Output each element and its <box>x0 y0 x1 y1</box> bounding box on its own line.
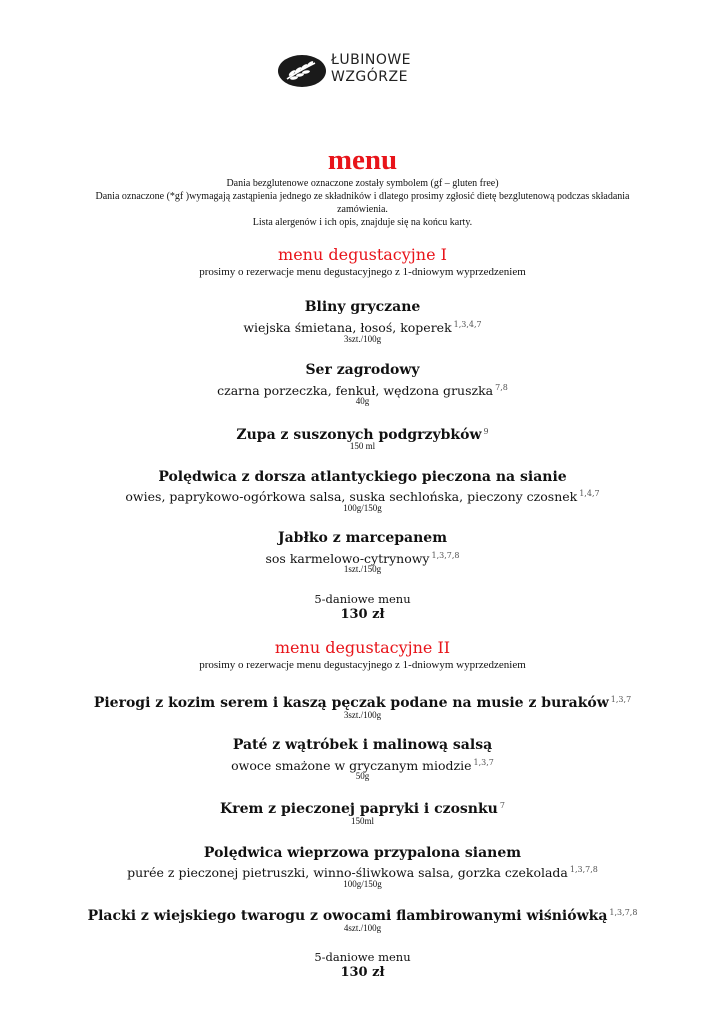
dish-name: Paté z wątróbek i malinową salsą <box>232 737 493 753</box>
section-title: menu degustacyjne II <box>274 638 451 657</box>
allergen-codes: 1,3,7 <box>473 758 494 767</box>
allergen-codes: 1,3,7,8 <box>431 551 460 560</box>
intro-line-4: Lista alergenów i ich opis, znajduje się na końcu karty. <box>252 217 473 228</box>
logo-line-1: ŁUBINOWE <box>331 52 412 68</box>
section-title: menu degustacyjne I <box>278 245 447 264</box>
allergen-codes: 1,3,4,7 <box>453 320 482 329</box>
dish-name: Zupa z suszonych podgrzybków $^9$ <box>236 427 489 443</box>
menu-price: 130 zł <box>340 965 385 980</box>
dish-name: Polędwica z dorsza atlantyckiego pieczona na sianie <box>158 469 567 485</box>
dish-portion: 150ml <box>350 816 374 826</box>
menu-courses-label: 5-daniowe menu <box>314 592 411 606</box>
page-title: menu <box>327 144 398 176</box>
dish-description: sos karmelowo-cytrynowy $^{1,3,7,8}$ <box>265 551 460 566</box>
allergen-codes: 1,3,7,8 <box>569 865 598 874</box>
dish-portion: 100g/150g <box>343 503 382 513</box>
intro-line-3: zamówienia. <box>337 204 388 215</box>
dish-portion: 3szt./100g <box>343 334 382 344</box>
dish-portion: 150 ml <box>349 441 376 451</box>
dish-name: Krem z pieczonej papryki i czosnku $^7$ <box>220 801 505 817</box>
logo-line-2: WZGÓRZE <box>331 69 408 85</box>
allergen-codes: 1,3,7,8 <box>609 908 638 917</box>
dish-description: purée z pieczonej pietruszki, winno-śliwkowa salsa, gorzka czekolada $^{1,3,7,8}$ <box>127 865 598 880</box>
allergen-codes: 9 <box>483 427 489 436</box>
dish-portion: 1szt./150g <box>343 564 382 574</box>
leaf-logo-icon <box>277 54 327 88</box>
section-subtitle: prosimy o rezerwacje menu degustacyjnego z 1-dniowym wyprzedzeniem <box>199 266 526 278</box>
menu-price: 130 zł <box>340 607 385 622</box>
dish-name: Placki z wiejskiego twarogu z owocami flambirowanymi wiśniówką $^{1,3,7,8}$ <box>87 908 638 924</box>
dish-description: czarna porzeczka, fenkuł, wędzona gruszka $^{7,8}$ <box>217 383 508 398</box>
dish-portion: 100g/150g <box>343 879 382 889</box>
allergen-codes: 7 <box>499 801 505 810</box>
dish-name: Bliny gryczane <box>304 299 421 315</box>
allergen-codes: 1,3,7 <box>610 695 632 704</box>
dish-description: owoce smażone w gryczanym miodzie $^{1,3,7}$ <box>231 758 494 773</box>
dish-description: owies, paprykowo-ogórkowa salsa, suska sechlońska, pieczony czosnek $^{1,4,7}$ <box>125 489 600 504</box>
dish-name: Pierogi z kozim serem i kaszą pęczak podane na musie z buraków $^{1,3,7}$ <box>93 695 632 711</box>
dish-portion: 3szt./100g <box>343 710 382 720</box>
dish-portion: 40g <box>355 396 370 406</box>
section-subtitle: prosimy o rezerwacje menu degustacyjnego z 1-dniowym wyprzedzeniem <box>199 659 526 671</box>
dish-name: Ser zagrodowy <box>305 362 420 378</box>
dish-name: Jabłko z marcepanem <box>277 530 448 546</box>
logo-text <box>331 52 411 86</box>
logo <box>277 52 427 92</box>
intro-line-1: Dania bezglutenowe oznaczone zostały symbolem (gf – gluten free) <box>226 178 499 189</box>
dish-portion: 4szt./100g <box>343 923 382 933</box>
dish-portion: 50g <box>355 771 370 781</box>
menu-courses-label: 5-daniowe menu <box>314 950 411 964</box>
dish-name: Polędwica wieprzowa przypalona sianem <box>203 845 522 861</box>
allergen-codes: 7,8 <box>495 383 508 392</box>
dish-description: wiejska śmietana, łosoś, koperek $^{1,3,4,7}$ <box>243 320 482 335</box>
allergen-codes: 1,4,7 <box>579 489 600 498</box>
intro-line-2: Dania oznaczone (*gf )wymagają zastąpienia jednego ze składników i dlatego prosimy zgłosić dietę bezglutenową podczas składania <box>95 191 630 202</box>
